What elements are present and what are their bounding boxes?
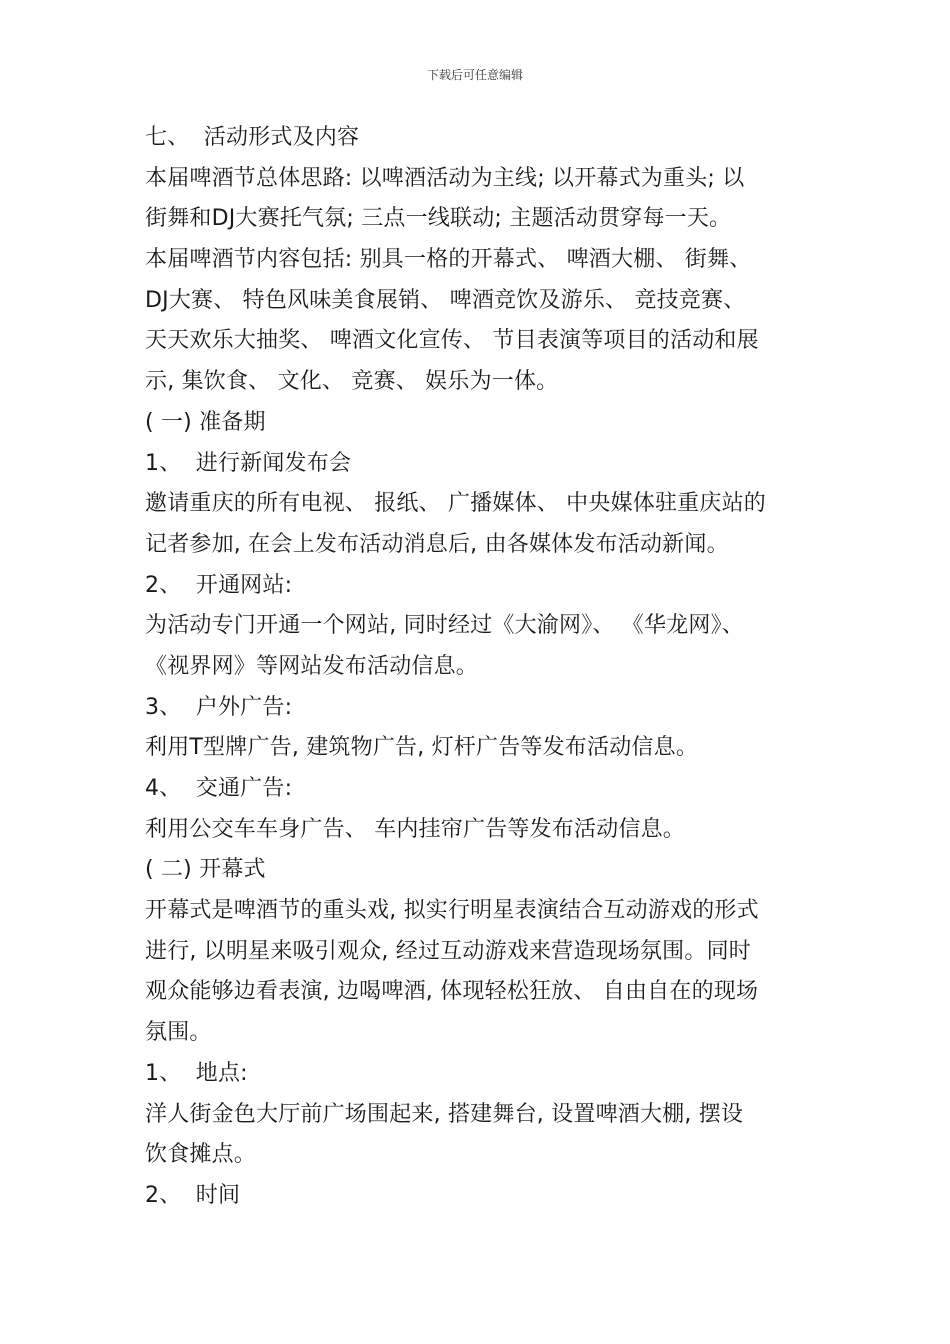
section-heading-activity-format: 七、 活动形式及内容	[145, 125, 360, 150]
paragraph-line: 利用公交车车身广告、 车内挂帘广告等发布活动信息。	[145, 816, 685, 842]
paragraph-line: 本届啤酒节内容包括: 别具一格的开幕式、 啤酒大棚、 街舞、	[145, 247, 752, 273]
subsection-heading-preparation: ( 一) 准备期	[145, 409, 266, 435]
paragraph-line: 记者参加, 在会上发布活动消息后, 由各媒体发布活动新闻。	[145, 531, 729, 557]
document-body	[145, 118, 810, 1217]
paragraph-line: 街舞和DJ大赛托气氛; 三点一线联动; 主题活动贯穿每一天。	[145, 206, 732, 232]
paragraph-line: 《视界网》等网站发布活动信息。	[145, 653, 479, 679]
paragraph-line: 观众能够边看表演, 边喝啤酒, 体现轻松狂放、 自由自在的现场	[145, 979, 759, 1005]
list-item-heading: 1、 地点:	[145, 1060, 248, 1086]
page-header: 下载后可任意编辑	[426, 68, 523, 82]
list-item-heading: 1、 进行新闻发布会	[145, 450, 352, 476]
paragraph-line: 饮食摊点。	[145, 1142, 257, 1168]
paragraph-line: 进行, 以明星来吸引观众, 经过互动游戏来营造现场氛围。同时	[145, 938, 751, 964]
paragraph-line: 示, 集饮食、 文化、 竞赛、 娱乐为一体。	[145, 369, 559, 395]
paragraph-line: 本届啤酒节总体思路: 以啤酒活动为主线; 以开幕式为重头; 以	[145, 165, 745, 191]
list-item-heading: 2、 时间	[145, 1182, 241, 1208]
paragraph-line: 天天欢乐大抽奖、 啤酒文化宣传、 节目表演等项目的活动和展	[145, 328, 759, 354]
paragraph-line: 利用T型牌广告, 建筑物广告, 灯杆广告等发布活动信息。	[145, 735, 699, 761]
paragraph-line: DJ大赛、 特色风味美食展销、 啤酒竞饮及游乐、 竞技竞赛、	[145, 287, 746, 313]
paragraph-line: 洋人街金色大厅前广场围起来, 搭建舞台, 设置啤酒大棚, 摆设	[145, 1101, 744, 1127]
list-item-heading: 2、 开通网站:	[145, 572, 293, 598]
paragraph-line: 开幕式是啤酒节的重头戏, 拟实行明星表演结合互动游戏的形式	[145, 898, 759, 924]
list-item-heading: 3、 户外广告:	[145, 694, 293, 720]
paragraph-line: 邀请重庆的所有电视、 报纸、 广播媒体、 中央媒体驻重庆站的	[145, 491, 766, 517]
paragraph-line: 为活动专门开通一个网站, 同时经过《大渝网》、 《华龙网》、	[145, 613, 744, 639]
subsection-heading-opening: ( 二) 开幕式	[145, 857, 266, 883]
list-item-heading: 4、 交通广告:	[145, 776, 293, 801]
paragraph-line: 氛围。	[145, 1020, 212, 1046]
